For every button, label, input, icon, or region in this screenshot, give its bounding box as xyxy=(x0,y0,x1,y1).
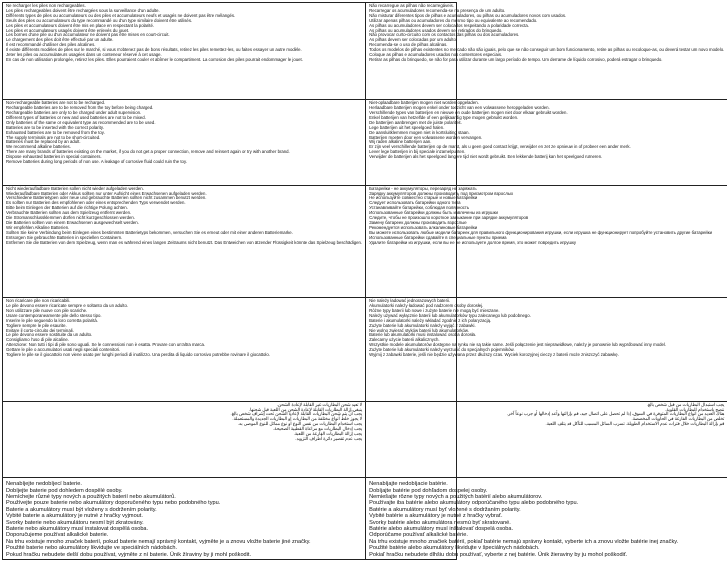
warning-line: Nenabíjejte nedobíjecí baterie. xyxy=(6,481,82,488)
warning-line: Należy używać wyłącznie baterii lub akumulatorków typu zalecanego lub podobnego. xyxy=(369,312,531,318)
warning-line: Il existe différents modèles de piles sur le marché, si vous n'obtenez pas de bons résultats, retirez les piles remettez-les, ou faites essayer un autre modèle. xyxy=(6,47,302,53)
warning-line: Zalecamy użycie baterii alkalicznych. xyxy=(369,337,440,343)
warning-line: Bitte beim Einlegen der Batterien auf die richtige Polung achten. xyxy=(6,205,128,211)
warning-line: Vybité batérie a akumulátory je nutné z hračky vybrať. xyxy=(369,513,503,520)
warning-line: لا تعيد شحن البطاريات غير القابلة لإعادة الشحن. xyxy=(276,401,363,407)
warning-line: Устанавливайте батарейки, соблюдая полярность xyxy=(369,205,470,211)
warning-line: There are many brands of batteries existing on the market, if you do not get a proper connection, remove and reinsert again or try with another brand. xyxy=(6,149,290,155)
warning-line: Es sollten nur Batterien des empfohlenen oder eines entsprechenden Typs verwendet werden. xyxy=(6,200,186,206)
warning-line: Seuls des piles ou accumulateurs du type recommandé ou d'un type similaire doivent être utilisés. xyxy=(6,17,193,23)
warning-line: Różne typy baterii lub nowe i zużyte baterie nie mogą być mieszane. xyxy=(369,307,500,313)
warning-line: Nie wolno zwierać styków baterii lub akumulatorków. xyxy=(369,327,469,333)
warning-line: Não provocar curto-circuito com os contactos das pilhas ou dos acumuladores. xyxy=(369,32,520,38)
warning-line: Todos os modelos de pilhas existentes no mercado não são iguais, pelo que se não conseguir um bom funcionamento, retire as pilhas ou recoloque-as, ou deverá testar um novo modelo. xyxy=(369,47,725,53)
warning-line: Vybité baterie a akumulátory je nutné z hračky vyjmout. xyxy=(6,513,143,520)
warning-line: En cas de non utilisation prolongée, retirez les piles. Elles pourraient couler et abîmer le compartiment. La corrosion des piles pourrait endommager le jouet. xyxy=(6,56,303,62)
warning-block-it xyxy=(3,298,366,401)
warning-line: Вы можете использовать любые модели батареек для правильного функционирования игрушки, если игрушка не функционирует попробуйте установить другие батарейки xyxy=(369,229,713,235)
warning-line: Recomenda-se o uso de pilhas alcalinas. xyxy=(369,42,448,48)
warning-line: Dobíjejte baterie pod dohledem dospělé osoby. xyxy=(6,487,123,494)
warning-line: Батарейки - не аккумуляторы, перезаряд не заряжать xyxy=(369,185,477,191)
warning-line: Baterie i akumulatorki należy wkładać zgodnie z ich polaryzacją. xyxy=(369,317,492,323)
warning-line: Удалите батарейки из игрушки, если вы ее не используете долгое время, это может повредить игрушку xyxy=(369,239,577,245)
warning-line: Inserire le pile seguendo la loro corretta polarità. xyxy=(6,317,98,323)
warning-line: Рекомендуется использовать алкалиновые батарейки xyxy=(369,224,478,230)
warning-block-sk xyxy=(366,478,727,559)
warning-line: يجب أن يتم شحن البطاريات القابلة لإعادة الشحن تحت إشراف شخص بالغ. xyxy=(230,411,363,417)
warning-line: Utilizar apenas pilhas ou acumuladores do mesmo tipo ou equivalente ao recomendado. xyxy=(369,17,538,23)
warning-line: Non utilizzare pile nuove con pile scariche. xyxy=(6,307,88,313)
warning-line: Nemíchejte různé typy nových a použitých baterií nebo akumulátorů. xyxy=(6,493,176,500)
warning-line: We recommend alkaline batteries. xyxy=(6,144,71,150)
warning-line: Pokiaľ hračku nebudete dlhšiu dobu používať, vyberte z nej batérie. Únik žieraviny by ju mohol poškodiť. xyxy=(369,551,628,558)
warning-line: Nemiešajte rôzne typy nových a použitých batérií alebo akumulátorov. xyxy=(369,493,543,500)
warning-line: Použité batérie alebo akumulátory likvidujte v špeciálnych nádobách. xyxy=(369,545,540,552)
warning-line: Verbrauchte Batterien sollten aus dem Spielzeug entfernt werden. xyxy=(6,210,132,216)
warning-line: Die Batterien sollten von einem Erwachsenen ausgewechselt werden. xyxy=(6,220,139,225)
warning-line: Togliere le pile se il giocattolo non viene usato per lunghi periodi di inutilizzo. Una perdita di liquido corrosivo potrebbe rovinare il giocattolo. xyxy=(6,352,270,358)
warning-line: Não recarregue as pilhas não recarregáveis. xyxy=(369,3,454,8)
warning-line: Зарядку аккумуляторов должны производить под присмотром взрослых xyxy=(369,190,514,196)
warning-line: Svorky baterie nebo akumulátoru nesmí být zkratovány. xyxy=(6,519,144,526)
warning-line: Batteries must be replaced by an adult. xyxy=(6,139,81,145)
warning-line: Batteries are to be inserted with the correct polarity. xyxy=(6,124,104,130)
warning-line: Nenabíjajte nedobíjacie batérie. xyxy=(369,481,448,488)
warning-line: Verschillende types van batterijen en nieuwe en oude batterijen mogen niet door elkaar gebruikt worden. xyxy=(369,109,568,115)
warning-line: Evitare il corto-circuito dei terminali. xyxy=(6,327,74,333)
warning-line: Dobíjajte batérie pod dohľadom dospelej osoby. xyxy=(369,487,488,494)
warning-line: As pilhas devem ser colocadas por um adulto. xyxy=(369,37,458,43)
warning-line: Wir empfehlen Alkaline Batterien. xyxy=(6,224,70,230)
warning-line: Verwijder de batterijen als het speelgoed langere tijd niet wordt gebruikt. Een lekkende batterij kan het speelgoed ruïneren. xyxy=(369,154,603,160)
warning-block-pt xyxy=(366,3,727,100)
warning-line: Gettare le pile o accumulatori usati negli speciali contenitori. xyxy=(6,347,121,353)
warning-line: The supply terminals are not to be short-circuited. xyxy=(6,134,101,140)
warning-line: Different types of batteries or new and used batteries are not to be mixed. xyxy=(6,114,146,120)
warning-line: Wij raden alkaline batterijen aan. xyxy=(369,139,432,145)
warning-line: Používajte iba batérie alebo akumulátory odporúčaného typu alebo podobného typu. xyxy=(369,500,579,507)
warning-line: Zużyte baterie lub akumulatorki należy wyrzucić do specjalnych pojemników. xyxy=(369,347,515,353)
warning-line: Na trhu existuje mnoho značek baterií, pokud baterie nemají správný kontakt, vyjměte je a znovu vložte baterie jiné značky. xyxy=(6,538,311,545)
warning-line: Only batteries of the same or equivalent type as recommended are to be used. xyxy=(6,119,156,125)
warning-line: Nicht wiederaufladbare Batterien sollen nicht wieder aufgeladen werden. xyxy=(6,185,144,191)
warning-line: Il est recommandé d'utiliser des piles alcalines. xyxy=(6,42,96,48)
warning-block-cs xyxy=(3,478,366,559)
warning-block-ar-a xyxy=(3,402,366,478)
warning-line: Enkel batterijen van hetzelfde of een gelijkaardig type mogen gebruikt worden. xyxy=(369,114,519,120)
warning-line: Consigliamo l'uso di pile alcaline. xyxy=(6,337,69,343)
warning-line: Coloque as pilhas e acumuladores usados nos contentores especiais. xyxy=(369,52,503,58)
warning-line: يجب إزالة البطاريات الفارغة من اللعبة. xyxy=(293,431,363,437)
warning-block-pl xyxy=(366,298,727,401)
warning-line: Замену батареек должны производить взрослые xyxy=(369,220,467,225)
warning-line: Lever lege batterijen in bij speciale inzamelpunten. xyxy=(369,149,466,155)
warning-line: Používejte pouze baterie nebo akumulátory doporučeného typu nebo podobného typu. xyxy=(6,500,221,507)
warning-line: قم بإزالة البطاريات خلال فترات عدم الاستخدام الطويلة. تسرب السائل المسبب للتآكل قد يتلف اللعبة. xyxy=(545,421,725,427)
warning-block-en xyxy=(3,100,366,185)
warning-line: Batterijen moeten door een volwassene worden vervangen. xyxy=(369,134,483,140)
warning-line: Différents types de piles ou accumulateurs ou des piles et accumulateurs neufs et usagés ne doivent pas être mélangés. xyxy=(6,12,236,18)
warning-block-nl xyxy=(366,100,727,185)
warning-line: يجب عدم تقصير دائرة أطراف التزويد. xyxy=(295,435,363,441)
warning-line: Lege batterijen uit het speelgoed halen. xyxy=(369,124,445,130)
warning-line: Les piles et accumulateurs usagés doivent être enlevés du jouet. xyxy=(6,27,130,33)
warning-line: Wiederaufladbare Batterien oder Akkus sollten nur unter Aufsicht eines Erwachsenen aufgeladen werden. xyxy=(6,190,207,196)
warning-line: Non-rechargeable batteries are not to be recharged. xyxy=(6,100,106,106)
warning-line: Baterie nebo akumulátory musí instalovat dospělá osoba. xyxy=(6,525,149,532)
warning-line: Nie należy ładować jednorazowych baterii. xyxy=(369,298,451,304)
warning-line: Rechargeable batteries are to be removed from the toy before being charged. xyxy=(6,105,154,111)
warning-line: يجب استخدام البطاريات من نفس النوع أو نوع مماثل للنوع الموصى به. xyxy=(237,421,363,427)
warning-block-de xyxy=(3,186,366,298)
warning-line: Les piles et accumulateurs doivent être mis en place en respectant la polarité. xyxy=(6,22,155,28)
warning-line: يجب استبدال البطاريات من قبل شخص بالغ. xyxy=(646,401,725,407)
warning-block-ru xyxy=(366,186,727,298)
warning-line: Использованные батарейки сдавайте в специальные пункты приема xyxy=(369,234,507,240)
warning-line: Não misturar diferentes tipos de pilhas e acumuladores, ou pilhas ou acumuladores novos com usados. xyxy=(369,12,567,18)
warning-line: Exhausted batteries are to be removed from the toy. xyxy=(6,129,105,135)
warning-line: Не используйте совместно старые и новые батарейки xyxy=(369,195,478,201)
warning-line: Akumulatorki należy ładować pod nadzorem osoby dorosłej. xyxy=(369,303,484,309)
warning-line: Следует использовать батарейки одного типа xyxy=(369,200,461,206)
warning-line: Следите, чтобы не произошло короткое замыкание при зарядке аккумуляторов xyxy=(369,215,529,221)
warning-line: Wszystkie modele akumulatorów dostępne na rynku nie są takie same. Jeśli połączenie jest nieprawidłowe, należy je ponownie lub wypróbować inny model. xyxy=(369,342,667,348)
warning-line: Odporúčame používať alkalické batérie. xyxy=(369,532,468,539)
warning-line: Retirar as pilhas do brinquedo, se não for para utilizar durante um largo período de tempo. Um derrame de líquido corrosivo, poderá estragar o brinquedo. xyxy=(369,56,663,62)
warning-line: Niet-oplaadbare batterijen mogen niet worden opgeladen. xyxy=(369,100,479,106)
warning-line: Doporučujeme používat alkalické baterie. xyxy=(6,532,109,539)
warning-line: تخلص من البطاريات الفارغة في الحاويات المخصصة. xyxy=(631,416,725,422)
warning-line: Remove batteries during long periods of non use. A leakage of corrosive fluid could ruin the toy. xyxy=(6,159,187,165)
warning-line: Baterie a akumulátory musí být vloženy s dodržením polarity. xyxy=(6,506,157,513)
warning-line: Batérie a akumulátory musí byť vložené s dodržaním polarity. xyxy=(369,506,521,513)
warning-line: Pokud hračku nebudete delší dobu používat, vyjměte z ní baterie. Únik žíraviny by ji mohl poškodit. xyxy=(6,551,252,558)
warning-line: Er zijn veel verschillende batterijen op de markt, als u geen goed contact krijgt, verwijder en zet ze opnieuw in of probeer een ander merk. xyxy=(369,144,631,150)
warning-line: Rechargeable batteries are only to be charged under adult supervision. xyxy=(6,109,142,115)
warning-line: Использованные батарейки должны быть извлечены из игрушки xyxy=(369,210,498,216)
warning-line: As pilhas ou acumuladores devem ser colocados respeitando a polaridade correcta. xyxy=(369,22,529,28)
warning-line: يجب إدخال البطاريات مع مراعاة القطبية الصحيحة. xyxy=(273,426,363,432)
warning-line: Svorky batérie alebo akumulátora nesmú byť skratované. xyxy=(369,519,511,526)
warning-line: Na trhu existuje mnoho značiek batérií, pokiaľ batérie nemajú správny kontakt, vyberte ich a znovu vložte batérie inej značky. xyxy=(369,538,679,545)
warning-line: Jeter les piles ou accumulateurs usagées dans un conteneur réservé à cet usage. xyxy=(6,52,162,58)
warning-line: Entfernen Sie die Batterien von dem Spielzeug, wenn man es während eines langen Zeitraums nicht benutzt. Das Entweichen von ätzender Flüssigkeit könnte das Spielzeug beschädigen. xyxy=(6,239,363,245)
warning-line: Non ricaricare pile non ricaricabili. xyxy=(6,298,71,304)
warning-line: Verschiedene Batterietypen oder neue und gebrauchte Batterien sollten nicht zusammen benutzt werden. xyxy=(6,195,207,201)
warning-line: ننصح باستخدام البطاريات القلوية. xyxy=(665,406,725,412)
warning-line: لا يجوز خلط أنواع مختلفة من البطاريات أو البطاريات الجديدة والمستعملة. xyxy=(232,416,363,422)
warning-line: Recarregar os acumuladores recomenda-se na presença de um adulto. xyxy=(369,7,506,13)
warning-line: Le pile devono essere sostituite da un adulto. xyxy=(6,332,93,338)
warning-line: Togliere sempre le pile esaurite. xyxy=(6,322,67,328)
warning-line: Batérie alebo akumulátory musí inštalovať dospelá osoba. xyxy=(369,525,514,532)
warning-line: Wyjmij z zabawki baterie, jeśli nie będzie używana przez dłuższy czas. Wyciek korozyjnej cieczy z baterii może zniszczyć zabawkę. xyxy=(369,352,619,358)
warning-line: Sollten Sie keine Verbindung beim Einlegen eines bestimmten Batterietyps bekommen, versuchen Sie es erneut oder mit einer anderen Batteriemarke. xyxy=(6,229,293,235)
warning-line: Baterie lub akumulatorki musi instalować osoba dorosła. xyxy=(369,332,477,338)
warning-line: Herlaadbare batterijen mogen enkel onder toezicht van een volwassene heropgeladen worden. xyxy=(369,105,550,111)
warning-line: Použité baterie nebo akumulátory likvidujte ve speciálních nádobách. xyxy=(6,545,178,552)
warning-line: Le pile devono essere ricaricate sempre e soltanto da un adulto. xyxy=(6,303,129,309)
warning-line: Les piles rechargeables doivent être rechargées sous la surveillance d'un adulte. xyxy=(6,7,160,13)
warning-block-fr xyxy=(3,3,366,100)
warning-line: De batterijen aanbrengen met de juiste polariteit. xyxy=(369,119,462,125)
warning-line: Usare contemporaneamente pile dello stesso tipo. xyxy=(6,312,102,318)
warning-line: As pilhas ou acumuladores usados devem ser retirados do brinquedo. xyxy=(369,27,503,33)
warning-line: Les bornes d'une pile ou d'un accumulateur ne doivent pas être mises en court-circuit. xyxy=(6,32,170,38)
warning-line: Ne recharger les piles non rechargeables. xyxy=(6,3,86,8)
warning-line: De aansluitklemmen mogen niet in kortsluiting staan. xyxy=(369,129,470,135)
warning-line: Dispose exhausted batteries in special containers. xyxy=(6,154,102,160)
warning-line: Zużyte baterie lub akumulatorki należy wyjąć z zabawki. xyxy=(369,322,476,328)
warning-block-ar-b xyxy=(366,402,727,478)
warning-line: Le chargement des piles doit être effectué par un adulte. xyxy=(6,37,114,43)
warning-line: هناك العديد من أنواع البطاريات المتوفرة في السوق، إذا لم تحصل على اتصال جيد، قم بإزالتها وأعد إدخالها أو جرب نوعاً آخر. xyxy=(506,411,725,417)
warning-line: ينبغي إزالة البطاريات القابلة لإعادة الشحن من اللعبة قبل شحنها. xyxy=(248,406,363,412)
warning-line: Entsorgen Sie gebrauchte Batterien in speziellen Containern. xyxy=(6,234,123,240)
battery-warning-sheet xyxy=(2,2,725,560)
warning-line: Die Stromanschlussklemmen dürfen nicht kurzgeschlossen werden. xyxy=(6,215,135,221)
warning-line: Attenzione: Non tutti i tipi di pile sono uguali. Se le connessioni non è esatta. Provare con un'altra marca. xyxy=(6,342,206,348)
